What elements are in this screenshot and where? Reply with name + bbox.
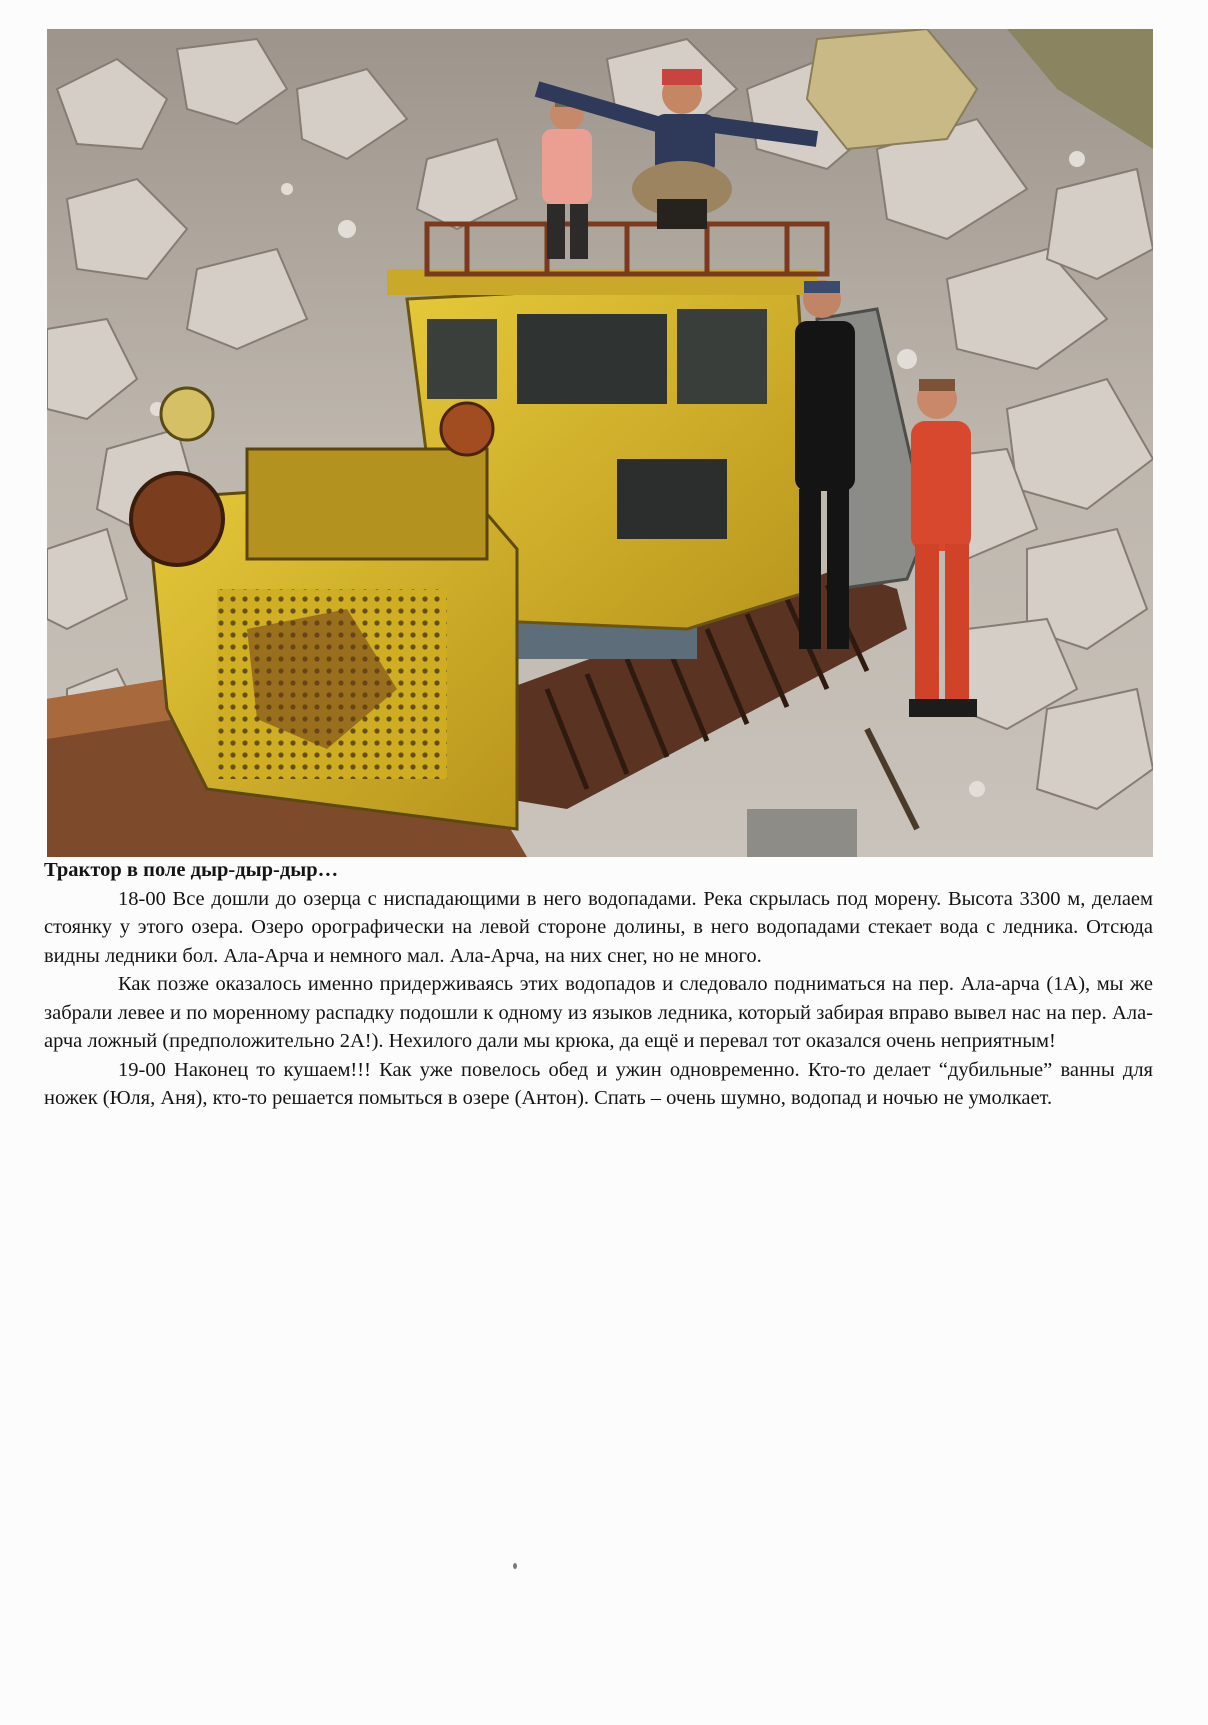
tractor-photo [47, 29, 1153, 857]
cab-window-center [517, 314, 667, 404]
headlight-right [441, 403, 493, 455]
paragraph-route: Как позже оказалось именно придерживаясь этих водопадов и следовало подниматься на пер. Ала-арча (1А), мы же забрали левее и по моренному распадку подошли к одному из языков ледника, который забирая вправо вывел нас на пер. Ала-арча ложный (предположительно 2А!). Нехилого дали мы крюка, да ещё и перевал тот оказался очень неприятным! [44, 973, 1153, 1052]
article-text [44, 856, 1153, 1113]
paragraph-arrival: 18-00 Все дошли до озерца с ниспадающими в него водопадами. Река скрылась под морену. Высота 3300 м, делаем стоянку у этого озера. Озеро орографически на левой стороне долины, в него водопадами стекает вода с ледника. Отсюда видны ледники бол. Ала-Арча и немного мал. Ала-Арча, на них снег, но не много. [44, 887, 1153, 967]
cab-window-lower [617, 459, 727, 539]
tractor-photo-illustration [47, 29, 1153, 857]
metal-cylinder [747, 809, 857, 857]
cab-window-right [677, 309, 767, 404]
cab-window-left [427, 319, 497, 399]
scan-speck [513, 1563, 517, 1569]
paragraph-dinner: 19-00 Наконец то кушаем!!! Как уже повелось обед и ужин одновременно. Кто-то делает “дубильные” ванны для ножек (Юля, Аня), кто-то решается помыться в озере (Антон). Спать – очень шумно, водопад и ночью не умолкает. [44, 1058, 1153, 1109]
headlight-small [161, 388, 213, 440]
photo-caption: Трактор в поле дыр-дыр-дыр… [44, 859, 339, 881]
tractor-winch [247, 449, 487, 559]
headlight-left [131, 473, 223, 565]
